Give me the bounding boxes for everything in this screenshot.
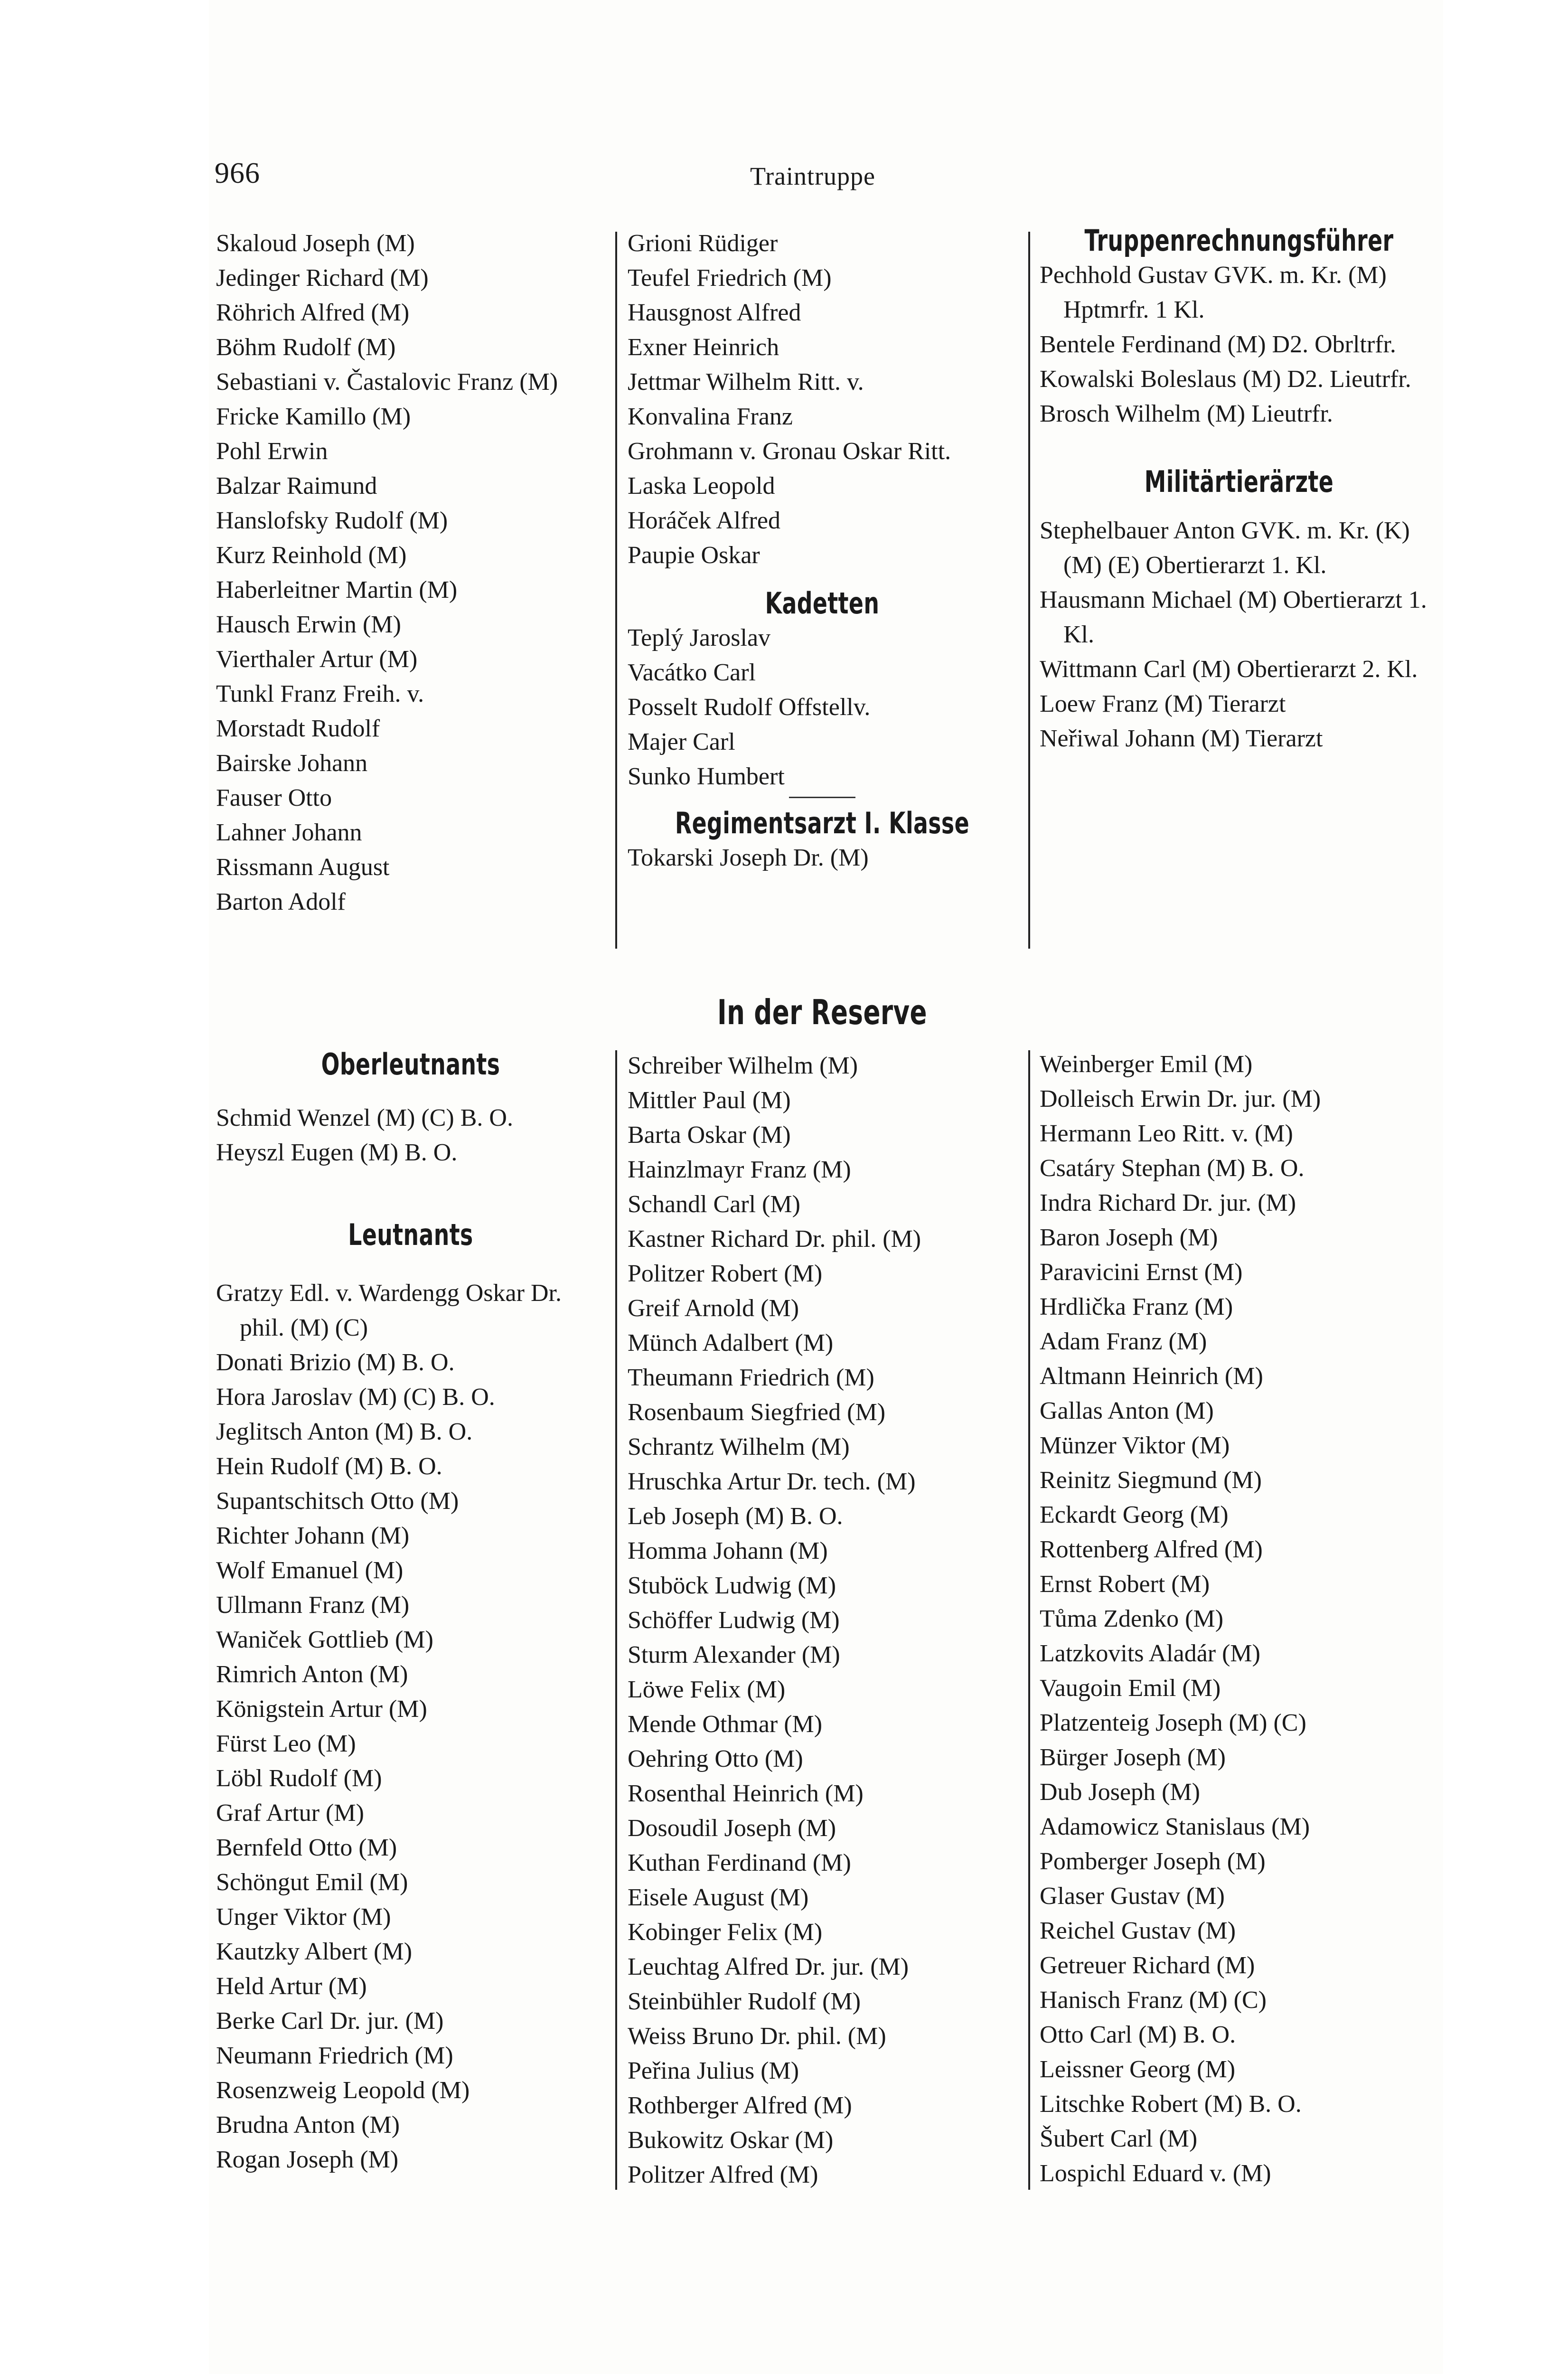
list-item: Hrdlička Franz (M) xyxy=(1040,1293,1233,1320)
list-item: Supantschitsch Otto (M) xyxy=(216,1488,459,1515)
list-item: Heyszl Eugen (M) B. O. xyxy=(216,1139,458,1166)
list-item: Weiss Bruno Dr. phil. (M) xyxy=(628,2023,886,2050)
list-item: Peřina Julius (M) xyxy=(628,2057,799,2084)
list-item: Litschke Robert (M) B. O. xyxy=(1040,2091,1302,2118)
list-item: Held Artur (M) xyxy=(216,1973,367,2000)
list-item: Politzer Alfred (M) xyxy=(628,2161,818,2188)
list-item: Kurz Reinhold (M) xyxy=(216,542,407,569)
list-item: Morstadt Rudolf xyxy=(216,715,380,742)
list-item: Laska Leopold xyxy=(628,472,775,499)
section-heading-reserve: In der Reserve xyxy=(717,992,928,1032)
list-item: Fauser Otto xyxy=(216,784,332,811)
list-item: Paupie Oskar xyxy=(628,542,760,569)
list-item: Grioni Rüdiger xyxy=(628,230,778,257)
list-item: Leissner Georg (M) xyxy=(1040,2056,1236,2083)
list-item: Kastner Richard Dr. phil. (M) xyxy=(628,1225,921,1253)
list-item: Böhm Rudolf (M) xyxy=(216,334,396,361)
list-item: Šubert Carl (M) xyxy=(1040,2125,1198,2152)
column-rule xyxy=(1028,232,1030,949)
list-item: Hermann Leo Ritt. v. (M) xyxy=(1040,1120,1293,1147)
list-item: Rimrich Anton (M) xyxy=(216,1661,408,1688)
list-item: Bürger Joseph (M) xyxy=(1040,1744,1226,1771)
list-item: Hausch Erwin (M) xyxy=(216,611,401,638)
list-item: Hanslofsky Rudolf (M) xyxy=(216,507,448,534)
page-number: 966 xyxy=(215,157,260,189)
column-rule xyxy=(615,1050,617,2190)
list-item: Kuthan Ferdinand (M) xyxy=(628,1849,851,1876)
list-item: Gratzy Edl. v. Wardengg Oskar Dr. phil. (M) (C) xyxy=(216,1280,562,1341)
list-item: Jeglitsch Anton (M) B. O. xyxy=(216,1418,473,1445)
list-item: Neřiwal Johann (M) Tierarzt xyxy=(1040,725,1323,752)
list-item: Jettmar Wilhelm Ritt. v. xyxy=(628,368,864,396)
list-item: Otto Carl (M) B. O. xyxy=(1040,2021,1236,2048)
list-item: Eisele August (M) xyxy=(628,1884,809,1911)
list-item: Rosenzweig Leopold (M) xyxy=(216,2077,470,2104)
list-item: Kautzky Albert (M) xyxy=(216,1938,413,1965)
list-item: Münch Adalbert (M) xyxy=(628,1329,834,1357)
list-item: Jedinger Richard (M) xyxy=(216,264,429,292)
list-item: Horáček Alfred xyxy=(628,507,780,534)
list-item: Rogan Joseph (M) xyxy=(216,2146,399,2173)
section-heading-truppenrechnungsfuehrer: Truppenrechnungsführer xyxy=(1084,223,1394,258)
list-item: Pomberger Joseph (M) xyxy=(1040,1848,1266,1875)
list-item: Röhrich Alfred (M) xyxy=(216,299,410,326)
list-item: Brosch Wilhelm (M) Lieutrfr. xyxy=(1040,400,1333,427)
list-item: Fricke Kamillo (M) xyxy=(216,403,411,430)
reserve-list-left xyxy=(216,1047,605,2177)
list-item: Dosoudil Joseph (M) xyxy=(628,1815,836,1842)
list-item: Hainzlmayr Franz (M) xyxy=(628,1156,851,1183)
list-item: Reinitz Siegmund (M) xyxy=(1040,1467,1262,1494)
list-item: Löwe Felix (M) xyxy=(628,1676,786,1703)
list-item: Tokarski Joseph Dr. (M) xyxy=(628,844,869,871)
list-item: Stephelbauer Anton GVK. m. Kr. (K) (M) (E) Obertierarzt 1. Kl. xyxy=(1040,517,1410,579)
officer-list-upper xyxy=(216,226,605,919)
list-item: Bairske Johann xyxy=(216,750,368,777)
list-item: Dolleisch Erwin Dr. jur. (M) xyxy=(1040,1085,1321,1112)
list-item: Wittmann Carl (M) Obertierarzt 2. Kl. xyxy=(1040,656,1418,683)
list-item: Schandl Carl (M) xyxy=(628,1191,800,1218)
list-item: Pohl Erwin xyxy=(216,438,328,465)
list-item: Donati Brizio (M) B. O. xyxy=(216,1349,455,1376)
list-item: Teplý Jaroslav xyxy=(628,624,771,651)
list-item: Schöngut Emil (M) xyxy=(216,1869,408,1896)
list-item: Steinbühler Rudolf (M) xyxy=(628,1988,861,2015)
list-item: Oehring Otto (M) xyxy=(628,1745,803,1772)
list-item: Königstein Artur (M) xyxy=(216,1696,427,1723)
list-item: Barton Adolf xyxy=(216,888,346,915)
section-heading-regimentsarzt: Regimentsarzt I. Klasse xyxy=(675,806,970,840)
list-item: Adamowicz Stanislaus (M) xyxy=(1040,1813,1310,1840)
list-item: Löbl Rudolf (M) xyxy=(216,1765,382,1792)
section-heading-militaertieraerzte: Militärtierärzte xyxy=(1144,464,1334,499)
list-item: Homma Johann (M) xyxy=(628,1537,828,1564)
list-item: Glaser Gustav (M) xyxy=(1040,1883,1225,1910)
list-item: Lahner Johann xyxy=(216,819,362,846)
list-item: Sebastiani v. Častalovic Franz (M) xyxy=(216,368,558,396)
list-item: Mittler Paul (M) xyxy=(628,1087,791,1114)
list-item: Rottenberg Alfred (M) xyxy=(1040,1536,1263,1563)
list-item: Kobinger Felix (M) xyxy=(628,1919,823,1946)
list-item: Sunko Humbert xyxy=(628,763,785,790)
list-item: Schrantz Wilhelm (M) xyxy=(628,1433,850,1460)
list-item: Mende Othmar (M) xyxy=(628,1711,823,1738)
list-item: Tůma Zdenko (M) xyxy=(1040,1605,1224,1632)
list-item: Barta Oskar (M) xyxy=(628,1121,791,1149)
list-item: Balzar Raimund xyxy=(216,472,377,499)
list-item: Adam Franz (M) xyxy=(1040,1328,1207,1355)
list-item: Schöffer Ludwig (M) xyxy=(628,1607,840,1634)
list-item: Konvalina Franz xyxy=(628,403,793,430)
list-item: Hruschka Artur Dr. tech. (M) xyxy=(628,1468,916,1495)
list-item: Rissmann August xyxy=(216,854,390,881)
list-item: Posselt Rudolf Offstellv. xyxy=(628,694,871,721)
list-item: Majer Carl xyxy=(628,728,735,755)
list-item: Grohmann v. Gronau Oskar Ritt. xyxy=(628,438,951,465)
list-item: Gallas Anton (M) xyxy=(1040,1397,1214,1424)
list-item: Paravicini Ernst (M) xyxy=(1040,1259,1243,1286)
list-item: Loew Franz (M) Tierarzt xyxy=(1040,690,1286,717)
list-item: Skaloud Joseph (M) xyxy=(216,230,415,257)
list-item: Leuchtag Alfred Dr. jur. (M) xyxy=(628,1953,909,1980)
list-item: Wolf Emanuel (M) xyxy=(216,1557,404,1584)
list-item: Sturm Alexander (M) xyxy=(628,1641,840,1668)
list-item: Rothberger Alfred (M) xyxy=(628,2092,852,2119)
list-item: Hora Jaroslav (M) (C) B. O. xyxy=(216,1384,495,1411)
list-item: Rosenthal Heinrich (M) xyxy=(628,1780,864,1807)
list-item: Bernfeld Otto (M) xyxy=(216,1834,397,1861)
list-item: Theumann Friedrich (M) xyxy=(628,1364,874,1391)
list-item: Bentele Ferdinand (M) D2. Obrltrfr. xyxy=(1040,331,1396,358)
list-item: Tunkl Franz Freih. v. xyxy=(216,680,424,707)
list-item: Richter Johann (M) xyxy=(216,1522,410,1549)
list-item: Latzkovits Aladár (M) xyxy=(1040,1640,1260,1667)
list-item: Waniček Gottlieb (M) xyxy=(216,1626,433,1653)
list-item: Lospichl Eduard v. (M) xyxy=(1040,2160,1271,2187)
list-item: Haberleitner Martin (M) xyxy=(216,576,458,603)
column-rule xyxy=(615,232,617,949)
list-item: Münzer Viktor (M) xyxy=(1040,1432,1230,1459)
list-item: Hausmann Michael (M) Obertierarzt 1. Kl. xyxy=(1040,586,1427,648)
officer-list-upper-middle xyxy=(628,226,1017,875)
list-item: Hein Rudolf (M) B. O. xyxy=(216,1453,442,1480)
reserve-list-middle xyxy=(628,1048,1017,2192)
list-item: Greif Arnold (M) xyxy=(628,1295,799,1322)
list-item: Kowalski Boleslaus (M) D2. Lieutrfr. xyxy=(1040,366,1411,393)
list-item: Ullmann Franz (M) xyxy=(216,1592,410,1619)
list-item: Reichel Gustav (M) xyxy=(1040,1917,1236,1944)
list-item: Weinberger Emil (M) xyxy=(1040,1051,1253,1078)
list-item: Neumann Friedrich (M) xyxy=(216,2042,453,2069)
list-item: Teufel Friedrich (M) xyxy=(628,264,832,292)
list-item: Fürst Leo (M) xyxy=(216,1730,356,1757)
list-item: Indra Richard Dr. jur. (M) xyxy=(1040,1189,1296,1216)
section-heading-leutnants: Leutnants xyxy=(348,1217,473,1252)
list-item: Brudna Anton (M) xyxy=(216,2111,400,2138)
section-heading-kadetten: Kadetten xyxy=(765,586,880,621)
list-item: Dub Joseph (M) xyxy=(1040,1779,1200,1806)
list-item: Csatáry Stephan (M) B. O. xyxy=(1040,1155,1305,1182)
section-heading-oberleutnants: Oberleutnants xyxy=(321,1047,500,1082)
list-item: Berke Carl Dr. jur. (M) xyxy=(216,2007,444,2035)
reserve-list-right xyxy=(1040,1047,1438,2191)
list-item: Schreiber Wilhelm (M) xyxy=(628,1052,858,1079)
list-item: Stuböck Ludwig (M) xyxy=(628,1572,836,1599)
list-item: Ernst Robert (M) xyxy=(1040,1571,1210,1598)
running-head: Traintruppe xyxy=(750,162,875,190)
list-item: Hausgnost Alfred xyxy=(628,299,801,326)
list-item: Getreuer Richard (M) xyxy=(1040,1952,1255,1979)
list-item: Politzer Robert (M) xyxy=(628,1260,823,1287)
list-item: Unger Viktor (M) xyxy=(216,1903,391,1931)
list-item: Altmann Heinrich (M) xyxy=(1040,1363,1263,1390)
list-item: Bukowitz Oskar (M) xyxy=(628,2127,834,2154)
list-item: Exner Heinrich xyxy=(628,334,779,361)
list-item: Hanisch Franz (M) (C) xyxy=(1040,1987,1267,2014)
list-item: Vacátko Carl xyxy=(628,659,756,686)
list-item: Graf Artur (M) xyxy=(216,1799,364,1827)
list-item: Platzenteig Joseph (M) (C) xyxy=(1040,1709,1306,1736)
list-item: Eckardt Georg (M) xyxy=(1040,1501,1229,1528)
section-divider xyxy=(789,797,855,798)
column-rule xyxy=(1028,1050,1030,2190)
list-item: Rosenbaum Siegfried (M) xyxy=(628,1399,886,1426)
list-item: Vierthaler Artur (M) xyxy=(216,646,418,673)
list-item: Baron Joseph (M) xyxy=(1040,1224,1218,1251)
list-item: Vaugoin Emil (M) xyxy=(1040,1675,1221,1702)
list-item: Pechhold Gustav GVK. m. Kr. (M) Hptmrfr. 1 Kl. xyxy=(1040,262,1387,323)
officer-list-upper-right xyxy=(1040,223,1438,756)
list-item: Schmid Wenzel (M) (C) B. O. xyxy=(216,1104,513,1131)
list-item: Leb Joseph (M) B. O. xyxy=(628,1503,843,1530)
